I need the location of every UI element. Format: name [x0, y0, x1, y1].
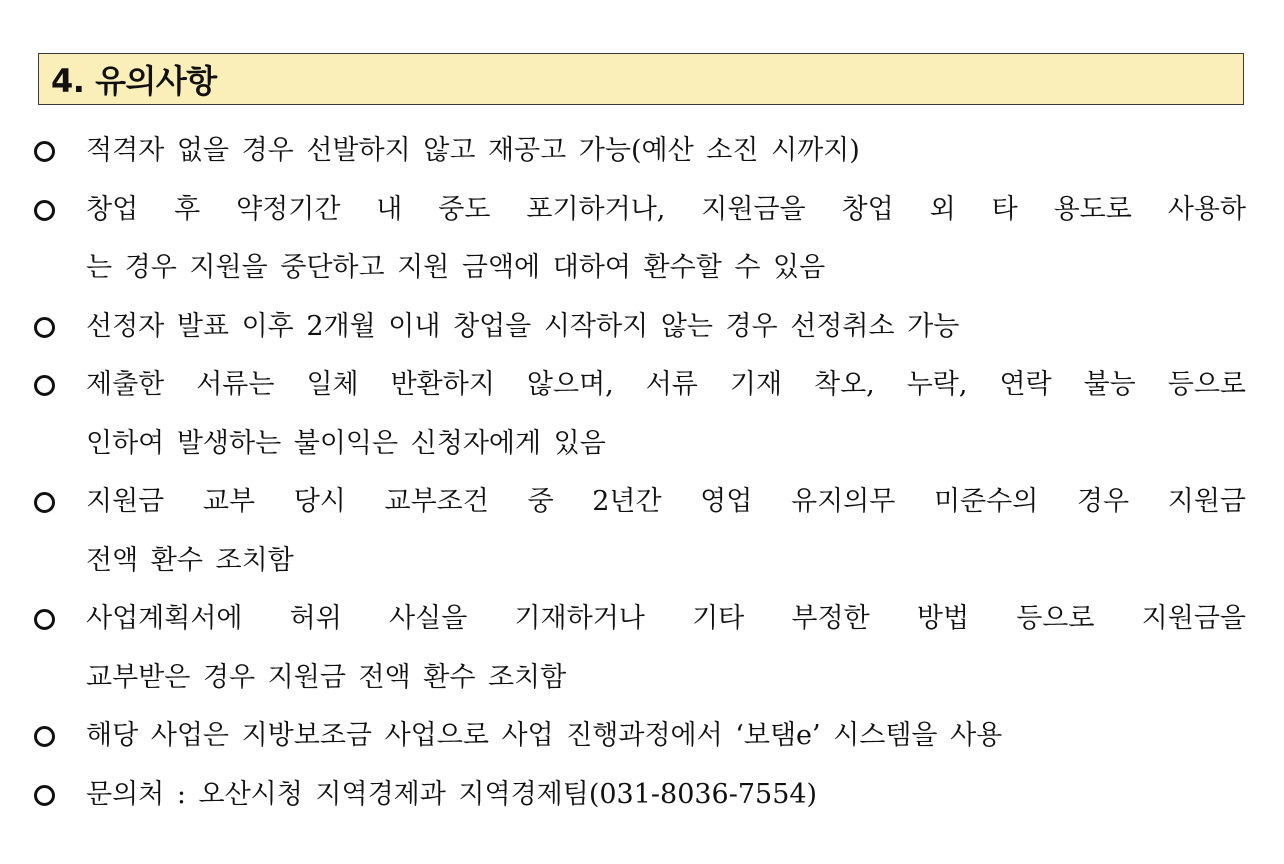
section-title: 4. 유의사항	[51, 62, 217, 100]
note-line: 사업계획서에 허위 사실을 기재하거나 기타 부정한 방법 등으로 지원금을	[86, 603, 1246, 634]
note-item	[34, 356, 1246, 473]
note-line: 교부받은 경우 지원금 전액 환수 조치함	[86, 661, 567, 693]
section-header	[38, 53, 1244, 105]
note-line: 적격자 없을 경우 선발하지 않고 재공고 가능(예산 소진 시까지)	[86, 135, 860, 166]
note-item	[34, 298, 1246, 357]
circle-bullet-icon	[34, 726, 55, 747]
note-line: 는 경우 지원을 중단하고 지원 금액에 대하여 환수할 수 있음	[86, 252, 826, 283]
note-line: 선정자 발표 이후 2개월 이내 창업을 시작하지 않는 경우 선정취소 가능	[86, 310, 960, 342]
note-item	[34, 181, 1246, 298]
note-line: 창업 후 약정기간 내 중도 포기하거나, 지원금을 창업 외 타 용도로 사용하	[86, 193, 1246, 225]
note-item	[34, 122, 1246, 181]
note-item	[34, 590, 1246, 707]
circle-bullet-icon	[34, 785, 55, 806]
note-line: 해당 사업은 지방보조금 사업으로 사업 진행과정에서 ‘보탬e’ 시스템을 사용	[86, 720, 1003, 751]
note-item	[34, 473, 1246, 590]
circle-bullet-icon	[34, 609, 55, 630]
circle-bullet-icon	[34, 141, 55, 162]
notes-list	[34, 122, 1246, 824]
note-line: 지원금 교부 당시 교부조건 중 2년간 영업 유지의무 미준수의 경우 지원금	[86, 486, 1246, 517]
note-item	[34, 707, 1246, 766]
circle-bullet-icon	[34, 200, 55, 221]
note-line: 문의처 : 오산시청 지역경제과 지역경제팀(031-8036-7554)	[86, 778, 818, 810]
note-line: 전액 환수 조치함	[86, 544, 294, 576]
note-item	[34, 766, 1246, 825]
note-line: 제출한 서류는 일체 반환하지 않으며, 서류 기재 착오, 누락, 연락 불능 등으로	[86, 369, 1246, 400]
note-line: 인하여 발생하는 불이익은 신청자에게 있음	[86, 427, 606, 459]
circle-bullet-icon	[34, 317, 55, 338]
circle-bullet-icon	[34, 492, 55, 513]
circle-bullet-icon	[34, 375, 55, 396]
